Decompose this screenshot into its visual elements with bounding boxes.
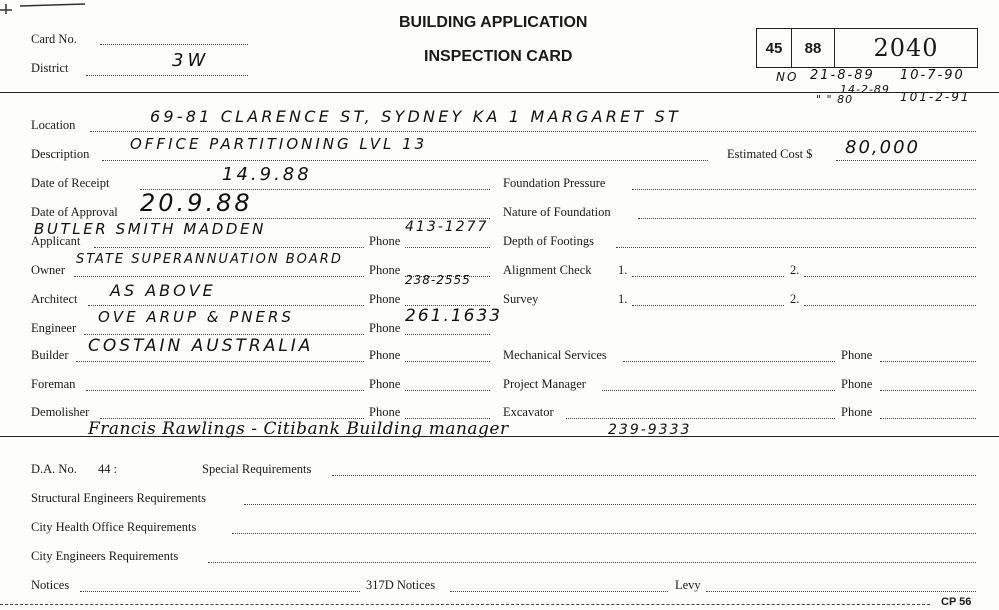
engineer-value: OVE ARUP & PNERS — [98, 308, 294, 326]
survey-check-1: 1. — [618, 292, 628, 306]
survey-label: Survey — [503, 292, 539, 306]
levy-label: Levy — [675, 578, 701, 592]
estimated-cost-label: Estimated Cost $ — [727, 147, 813, 161]
depth-footings-line — [616, 247, 976, 248]
health-line — [232, 533, 976, 534]
engineer-phone-line — [405, 334, 490, 335]
estimated-cost-value: 80,000 — [845, 137, 920, 158]
da-label: D.A. No. — [31, 462, 77, 476]
alignment-line-1 — [632, 276, 784, 277]
engineer-label: Engineer — [31, 321, 77, 335]
owner-phone-label: Phone — [369, 263, 401, 277]
survey-line-1 — [632, 305, 784, 306]
structural-label: Structural Engineers Requirements — [31, 491, 206, 505]
applicant-label: Applicant — [31, 234, 81, 248]
receipt-value: 14.9.88 — [222, 164, 312, 185]
location-label: Location — [31, 118, 76, 132]
card-number-box — [756, 28, 978, 68]
approval-label: Date of Approval — [31, 205, 118, 219]
survey-line-2 — [804, 305, 976, 306]
mechanical-label: Mechanical Services — [503, 348, 607, 362]
excavator-label: Excavator — [503, 405, 554, 419]
foreman-phone-line — [405, 390, 490, 391]
alignment-check-2: 2. — [790, 263, 800, 277]
description-value: OFFICE PARTITIONING LVL 13 — [130, 135, 428, 153]
applicant-line — [94, 247, 364, 248]
estimated-cost-line — [836, 160, 976, 161]
builder-phone-label: Phone — [369, 348, 401, 362]
excavator-line — [566, 418, 835, 419]
da-value: 44 : — [98, 462, 118, 476]
special-line — [332, 475, 976, 476]
receipt-label: Date of Receipt — [31, 176, 110, 190]
title-line2: INSPECTION CARD — [424, 48, 573, 65]
applicant-phone-label: Phone — [369, 234, 401, 248]
note-date-3: 14-2-89 — [840, 83, 890, 96]
form-code: CP 56 — [941, 596, 972, 608]
notices317-line — [450, 591, 668, 592]
title-line1: BUILDING APPLICATION — [399, 14, 588, 31]
alignment-label: Alignment Check — [503, 263, 592, 277]
foreman-line — [86, 390, 364, 391]
foreman-label: Foreman — [31, 377, 76, 391]
notices-label: Notices — [31, 578, 70, 592]
foreman-phone-label: Phone — [369, 377, 401, 391]
alignment-check-1: 1. — [618, 263, 628, 277]
note-no: NO — [776, 70, 799, 84]
project-manager-line — [602, 390, 835, 391]
builder-line — [76, 361, 364, 362]
mid-rule — [0, 436, 999, 437]
project-manager-label: Project Manager — [503, 377, 586, 391]
foundation-pressure-label: Foundation Pressure — [503, 176, 606, 190]
owner-phone: 238-2555 — [405, 273, 471, 287]
card-box-cell-2: 88 — [804, 39, 822, 57]
notices317-label: 317D Notices — [366, 578, 436, 592]
architect-value: AS ABOVE — [110, 281, 216, 300]
owner-value: STATE SUPERANNUATION BOARD — [76, 252, 343, 267]
engineer-phone: 261.1633 — [405, 306, 503, 326]
project-manager-phone-line — [880, 390, 976, 391]
approval-value: 20.9.88 — [140, 189, 253, 217]
description-line — [102, 160, 708, 161]
district-label: District — [31, 61, 69, 75]
city-eng-label: City Engineers Requirements — [31, 549, 179, 563]
excavator-phone-label: Phone — [841, 405, 873, 419]
demolisher-label: Demolisher — [31, 405, 90, 419]
mechanical-line — [623, 361, 835, 362]
builder-value: COSTAIN AUSTRALIA — [88, 336, 314, 356]
handwritten-note: Francis Rawlings - Citibank Building manager — [88, 419, 509, 439]
note-date-3b: " " 80 — [816, 93, 854, 106]
bottom-rule — [0, 604, 930, 605]
architect-line — [88, 305, 364, 306]
district-line — [86, 75, 248, 76]
card-no-line — [100, 44, 248, 45]
top-rule — [0, 92, 999, 93]
description-label: Description — [31, 147, 90, 161]
handwritten-note-phone: 239-9333 — [608, 422, 692, 438]
note-date-2: 10-7-90 — [900, 68, 965, 83]
builder-label: Builder — [31, 348, 69, 362]
city-eng-line — [208, 562, 976, 563]
applicant-phone-line — [405, 247, 490, 248]
architect-label: Architect — [31, 292, 78, 306]
location-line — [90, 131, 976, 132]
mechanical-phone-label: Phone — [841, 348, 873, 362]
levy-line — [706, 591, 976, 592]
notices-line — [80, 591, 360, 592]
corner-mark — [0, 0, 90, 14]
note-date-4: 101-2-91 — [900, 90, 971, 104]
owner-line — [74, 276, 364, 277]
demolisher-phone-label: Phone — [369, 405, 401, 419]
structural-line — [244, 504, 976, 505]
excavator-phone-line — [880, 418, 976, 419]
nature-foundation-label: Nature of Foundation — [503, 205, 611, 219]
survey-check-2: 2. — [790, 292, 800, 306]
foundation-pressure-line — [632, 189, 976, 190]
applicant-value: BUTLER SMITH MADDEN — [34, 220, 266, 238]
engineer-phone-label: Phone — [369, 321, 401, 335]
project-manager-phone-label: Phone — [841, 377, 873, 391]
nature-foundation-line — [638, 218, 976, 219]
note-date-1: 21-8-89 — [810, 68, 875, 83]
district-value: 3W — [172, 50, 210, 71]
card-no-label: Card No. — [31, 32, 77, 46]
card-box-cell-3: 2040 — [873, 34, 939, 62]
owner-label: Owner — [31, 263, 66, 277]
special-label: Special Requirements — [202, 462, 312, 476]
mechanical-phone-line — [880, 361, 976, 362]
health-label: City Health Office Requirements — [31, 520, 197, 534]
location-value: 69-81 CLARENCE ST, SYDNEY KA 1 MARGARET ST — [150, 107, 681, 126]
depth-footings-label: Depth of Footings — [503, 234, 594, 248]
architect-phone-label: Phone — [369, 292, 401, 306]
alignment-line-2 — [804, 276, 976, 277]
card-box-cell-1: 45 — [765, 39, 783, 57]
builder-phone-line — [405, 361, 490, 362]
engineer-line — [84, 334, 364, 335]
applicant-phone: 413-1277 — [405, 219, 489, 235]
